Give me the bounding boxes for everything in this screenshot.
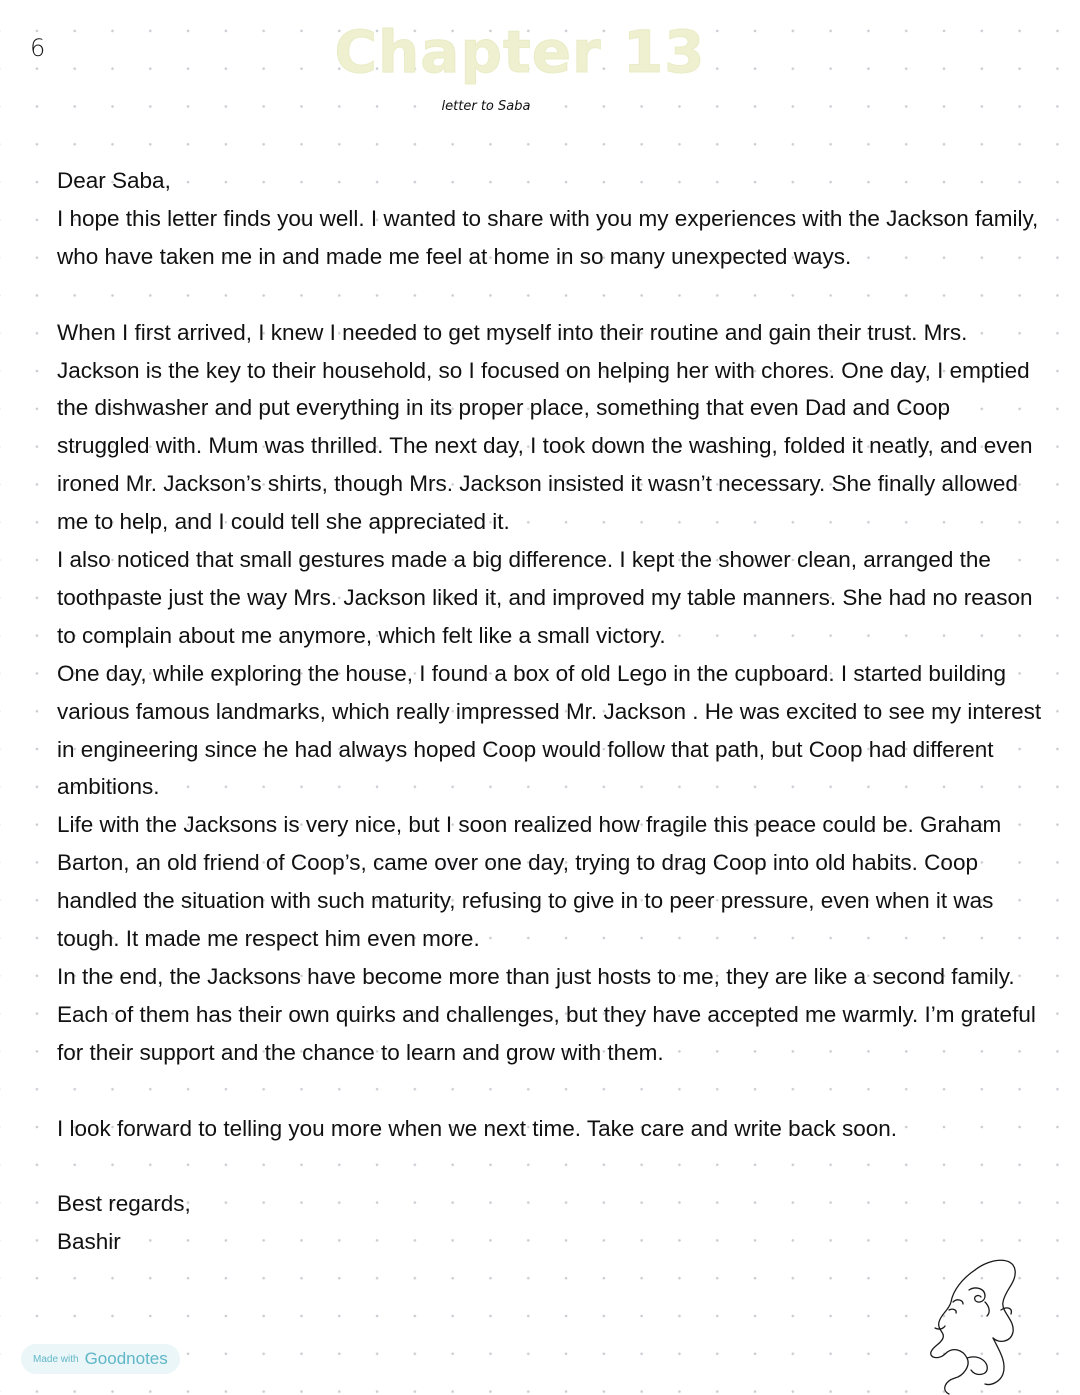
page-number: 6	[30, 34, 46, 62]
letter-greeting: Dear Saba,	[57, 168, 171, 193]
badge-prefix: Made with	[33, 1353, 79, 1365]
letter-paragraph-gestures: I also noticed that small gestures made a big difference. I kept the shower clean, arranged the toothpaste just the way Mrs. Jackson liked it, and improved my table manners. She had no reason to complain about me anymore, which felt like a small victory.	[57, 547, 1033, 648]
letter-paragraph-intro: I hope this letter finds you well. I wanted to share with you my experiences with the Jackson family, who have taken me in and made me feel at home in so many unexpected ways.	[57, 205, 1039, 269]
paragraph-gap	[57, 276, 1042, 314]
paragraph-gap	[57, 1072, 1042, 1110]
paragraph-gap	[57, 1148, 1042, 1186]
letter-closing: Best regards,	[57, 1191, 191, 1217]
chapter-subtitle: letter to Saba	[441, 99, 531, 114]
letter-paragraph-lego: One day, while exploring the house, I found a box of old Lego in the cupboard. I started building various famous landmarks, which really impressed Mr. Jackson . He was excited to see my interest in engineering since he had always hoped Coop would follow that path, but Coop had different ambitions.	[57, 660, 1042, 800]
chapter-title: Chapter 13	[334, 18, 706, 86]
goodnotes-badge[interactable]	[21, 1344, 180, 1374]
line-art-face-icon	[905, 1250, 1035, 1395]
letter-body	[57, 162, 1042, 1261]
letter-signature: Bashir	[57, 1229, 121, 1255]
letter-paragraph-farewell: I look forward to telling you more when we next time. Take care and write back soon.	[57, 1115, 898, 1141]
letter-paragraph-graham: Life with the Jacksons is very nice, but I soon realized how fragile this peace could be. Graham Barton, an old friend of Coop’s, came over one day, trying to drag Coop into old habits. Coop handled the situation with such maturity, refusing to give in to peer pressure, even when it was tough. It made me respect him even more.	[57, 812, 1002, 952]
letter-paragraph-family: In the end, the Jacksons have become more than just hosts to me, they are like a second family. Each of them has their own quirks and challenges, but they have accepted me warmly. I’m grateful for their support and the chance to learn and grow with them.	[57, 964, 1036, 1065]
badge-brand: Goodnotes	[84, 1349, 168, 1368]
letter-paragraph-chores: When I first arrived, I knew I needed to get myself into their routine and gain their trust. Mrs. Jackson is the key to their household, so I focused on helping her with chores. One day, I emptied the dishwasher and put everything in its proper place, something that even Dad and Coop struggled with. Mum was thrilled. The next day, I took down the washing, folded it neatly, and even ironed Mr. Jackson’s shirts, though Mrs. Jackson insisted it wasn’t necessary. She finally allowed me to help, and I could tell she appreciated it.	[57, 319, 1033, 535]
